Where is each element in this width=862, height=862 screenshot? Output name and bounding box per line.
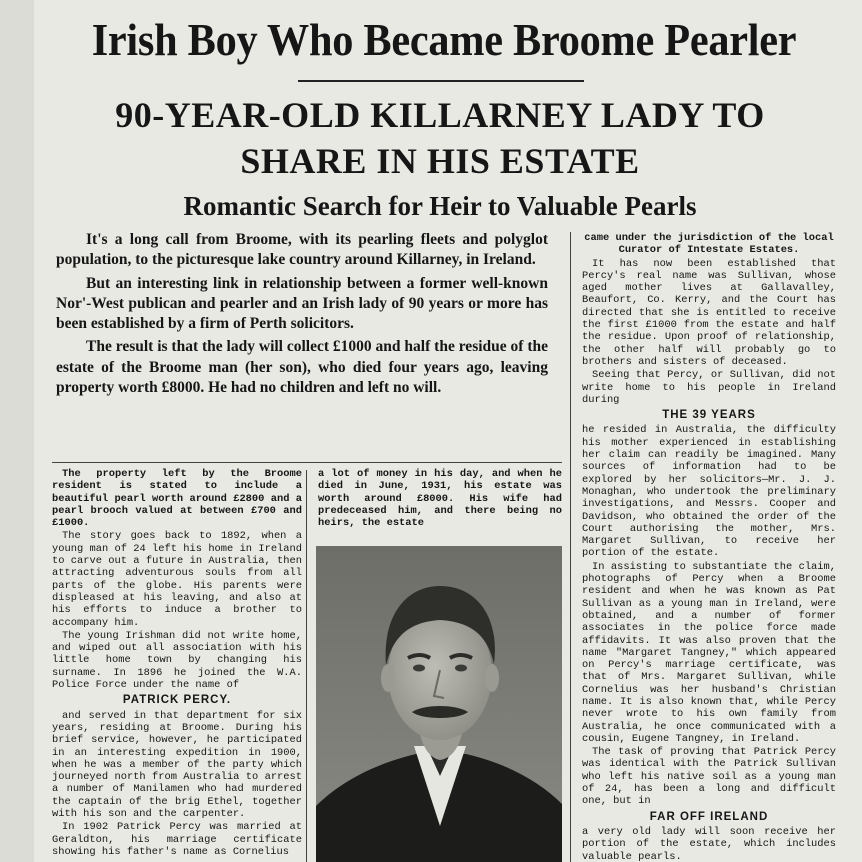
article-paragraph: came under the jurisdiction of the local Curator of Intestate Estates.	[584, 232, 834, 257]
column-3	[582, 232, 836, 862]
article-paragraph: and served in that department for six years, residing at Broome. During his brief service, however, he participated in an interesting expedition in 1900, when he was a member of the party which journeyed north from Australia to arrest a number of Manilamen who had murdered the captain of the brig Ethel, together with his son and the carpenter.	[52, 709, 302, 821]
portrait-image	[316, 546, 562, 862]
article-paragraph: The young Irishman did not write home, and wiped out all association with his little home town by changing his surname. In 1896 he joined the W.A. Police Force under the name of	[52, 629, 302, 692]
portrait-photo	[316, 546, 562, 862]
column-divider	[306, 470, 307, 862]
article-paragraph: The story goes back to 1892, when a young man of 24 left his home in Ireland to carve out a future in Australia, then attracting adventurous souls from all parts of the globe. His parents were displeased at his leaving, and also at his efforts to induce a brother to accompany him.	[52, 530, 302, 629]
article-paragraph: In 1902 Patrick Percy was married at Geraldton, his marriage certificate showing his father's name as Cornelius	[52, 821, 302, 858]
sub-headline-line-1: 90-YEAR-OLD KILLARNEY LADY TO	[115, 95, 765, 135]
page-margin	[0, 0, 34, 862]
article-paragraph: a lot of money in his day, and when he died in June, 1931, his estate was worth around £8000. His wife had predeceased him, and there being no heirs, the estate	[318, 468, 562, 530]
crosshead: PATRICK PERCY.	[122, 694, 232, 707]
headline-rule	[298, 80, 584, 82]
sub-headline-line-2: SHARE IN HIS ESTATE	[240, 141, 640, 181]
deck-headline: Romantic Search for Heir to Valuable Pearls	[183, 191, 697, 221]
sub-headline	[40, 92, 840, 184]
article-paragraph: In assisting to substantiate the claim, photographs of Percy when a Broome resident and when he was known as Pat Sullivan as a young man in Ireland, were obtained, and a number of former associates in the police force made affidavits. It was also proven that the name "Margaret Tangney," which appeared on Percy's marriage certificate, was that of Mrs. Margaret Sullivan, while Cornelius was her husband's Christian name. It is also known that, while Percy never wrote to his own family from Australia, he once communicated with a cousin, Eugene Tangney, in Ireland.	[582, 560, 836, 745]
crosshead: THE 39 YEARS	[662, 409, 756, 422]
column-top-rule	[52, 462, 562, 463]
article-paragraph: Seeing that Percy, or Sullivan, did not write home to his people in Ireland during	[582, 369, 836, 406]
article-paragraph: he resided in Australia, the difficulty his mother experienced in establishing her claim can readily be imagined. Many sources of information had to be explored by her solicitors—Mr. J. J. Monaghan, who undertook the preliminary investigations, and Messrs. Cooper and Davidson, who obtained the order of the Court authorising the mother, Mrs. Margaret Sullivan, to receive her portion of the estate.	[582, 424, 836, 560]
column-2	[318, 468, 562, 534]
column-1	[52, 468, 302, 862]
lead-paragraph: But an interesting link in relationship between a former well-known Nor'-West publican and pearler and an Irish lady of 90 years or more has been established by a firm of Perth solicitors.	[56, 274, 548, 333]
article-paragraph: It has now been established that Percy's real name was Sullivan, whose aged mother lives at Gallavalley, Beaufort, Co. Kerry, and the Court has directed that she is entitled to receive the first £1000 from the estate and half the residue. Upon proof of relationship, the other half will probably go to brothers and sisters of deceased.	[582, 257, 836, 368]
column-divider	[570, 232, 571, 862]
article-paragraph: The task of proving that Patrick Percy was identical with the Patrick Sullivan who left his native soil as a young man of 24, has been a long and difficult one, but in	[582, 746, 836, 808]
main-headline: Irish Boy Who Became Broome Pearler	[91, 14, 797, 65]
lead-paragraph: It's a long call from Broome, with its pearling fleets and polyglot population, to the picturesque lake country around Killarney, in Ireland.	[56, 231, 548, 269]
lead-paragraphs	[56, 230, 548, 401]
lead-paragraph: The result is that the lady will collect £1000 and half the residue of the estate of the Broome man (her son), who died four years ago, leaving property worth £8000. He had no children and left no will.	[56, 338, 548, 397]
crosshead: FAR OFF IRELAND	[649, 810, 769, 823]
intro-paragraph: The property left by the Broome resident is stated to include a beautiful pearl worth around £2800 and a pearl brooch valued at between £700 and £1000.	[52, 468, 302, 530]
article-paragraph: a very old lady will soon receive her portion of the estate, which includes valuable pearls.	[582, 825, 836, 862]
